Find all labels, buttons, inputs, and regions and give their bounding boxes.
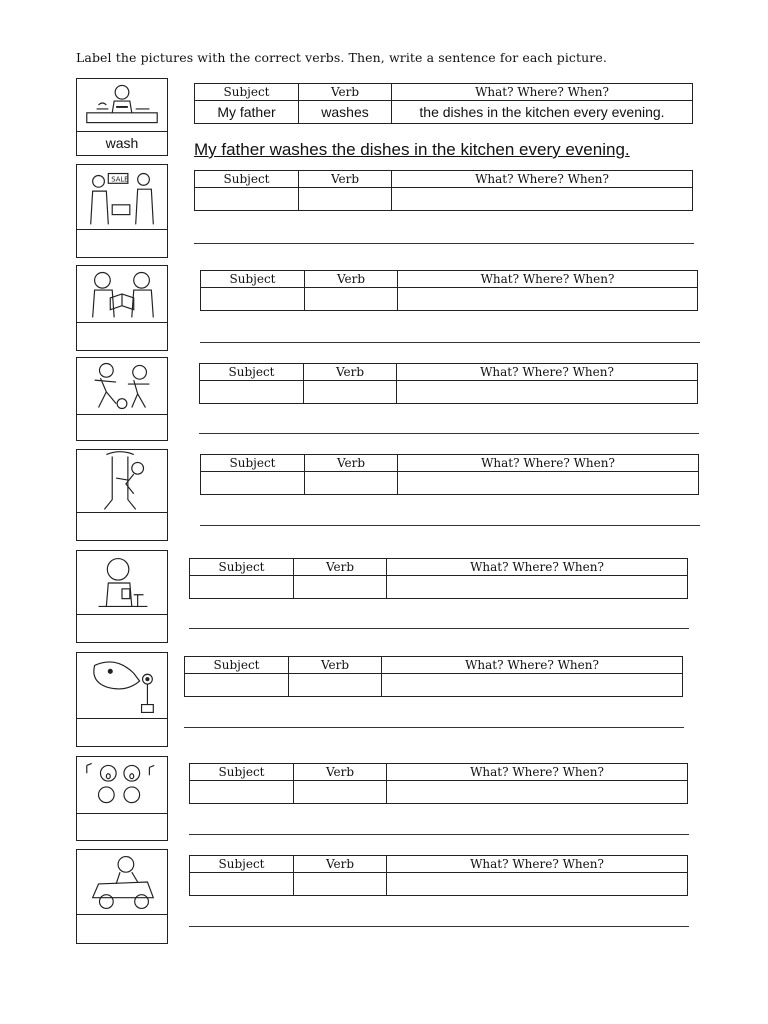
wh-cell[interactable] bbox=[392, 188, 693, 211]
wh-cell[interactable] bbox=[387, 781, 688, 804]
verb-header: Verb bbox=[304, 364, 397, 381]
picture-label-2 bbox=[77, 227, 167, 257]
picture-box-1 bbox=[76, 78, 168, 156]
wh-header: What? Where? When? bbox=[387, 856, 688, 873]
verb-header: Verb bbox=[289, 657, 382, 674]
subject-cell[interactable] bbox=[190, 781, 294, 804]
sentence-line-6[interactable] bbox=[189, 628, 689, 629]
boys-playing-football-icon bbox=[77, 358, 167, 415]
verb-header: Verb bbox=[299, 84, 392, 101]
subject-header: Subject bbox=[200, 364, 304, 381]
verb-cell[interactable] bbox=[305, 472, 398, 495]
subject-cell[interactable] bbox=[185, 674, 289, 697]
picture-label-6 bbox=[77, 612, 167, 642]
example-sentence: My father washes the dishes in the kitchen every evening. bbox=[194, 140, 630, 159]
picture-box-8 bbox=[76, 756, 168, 841]
shop-sale-icon bbox=[77, 165, 167, 230]
man-driving-car-icon bbox=[77, 850, 167, 915]
picture-label-9 bbox=[77, 913, 167, 943]
verb-cell[interactable] bbox=[294, 873, 387, 896]
man-washing-dishes-icon bbox=[77, 79, 167, 132]
person-smelling-flower-icon bbox=[77, 653, 167, 719]
example-subject: My father bbox=[195, 101, 299, 124]
wh-header: What? Where? When? bbox=[398, 455, 699, 472]
children-reading-book-icon bbox=[77, 266, 167, 323]
subject-header: Subject bbox=[195, 171, 299, 188]
boy-climbing-tree-icon bbox=[77, 450, 167, 513]
wh-cell[interactable] bbox=[397, 381, 698, 404]
verb-header: Verb bbox=[294, 856, 387, 873]
sentence-line-3[interactable] bbox=[200, 342, 700, 343]
verb-header: Verb bbox=[294, 559, 387, 576]
example-verb: washes bbox=[299, 101, 392, 124]
subject-header: Subject bbox=[190, 856, 294, 873]
svw-table-7 bbox=[184, 656, 683, 697]
svw-table-1 bbox=[194, 83, 693, 124]
subject-header: Subject bbox=[190, 559, 294, 576]
subject-cell[interactable] bbox=[195, 188, 299, 211]
subject-cell[interactable] bbox=[201, 472, 305, 495]
sentence-line-5[interactable] bbox=[200, 525, 700, 526]
svw-table-8 bbox=[189, 763, 688, 804]
sentence-line-2[interactable] bbox=[194, 243, 694, 244]
subject-header: Subject bbox=[190, 764, 294, 781]
picture-label-8 bbox=[77, 812, 167, 840]
subject-header: Subject bbox=[195, 84, 299, 101]
svw-table-4 bbox=[199, 363, 698, 404]
wh-header: What? Where? When? bbox=[392, 171, 693, 188]
verb-header: Verb bbox=[305, 455, 398, 472]
sentence-line-9[interactable] bbox=[189, 926, 689, 927]
sentence-line-4[interactable] bbox=[199, 433, 699, 434]
sentence-line-8[interactable] bbox=[189, 834, 689, 835]
wh-header: What? Where? When? bbox=[382, 657, 683, 674]
subject-header: Subject bbox=[201, 271, 305, 288]
picture-box-9 bbox=[76, 849, 168, 944]
wh-cell[interactable] bbox=[398, 472, 699, 495]
subject-cell[interactable] bbox=[190, 873, 294, 896]
wh-header: What? Where? When? bbox=[398, 271, 698, 288]
picture-box-6 bbox=[76, 550, 168, 643]
subject-header: Subject bbox=[185, 657, 289, 674]
wh-cell[interactable] bbox=[387, 576, 688, 599]
subject-cell[interactable] bbox=[190, 576, 294, 599]
verb-header: Verb bbox=[305, 271, 398, 288]
verb-header: Verb bbox=[299, 171, 392, 188]
picture-box-5 bbox=[76, 449, 168, 541]
wh-header: What? Where? When? bbox=[392, 84, 693, 101]
wh-header: What? Where? When? bbox=[387, 764, 688, 781]
wh-cell[interactable] bbox=[382, 674, 683, 697]
instructions: Label the pictures with the correct verbs. Then, write a sentence for each picture. bbox=[76, 50, 607, 65]
picture-label-3 bbox=[77, 320, 167, 350]
svw-table-2 bbox=[194, 170, 693, 211]
picture-label-7 bbox=[77, 716, 167, 746]
verb-header: Verb bbox=[294, 764, 387, 781]
svw-table-5 bbox=[200, 454, 699, 495]
picture-box-2 bbox=[76, 164, 168, 258]
wh-cell[interactable] bbox=[387, 873, 688, 896]
subject-header: Subject bbox=[201, 455, 305, 472]
subject-cell[interactable] bbox=[200, 381, 304, 404]
verb-cell[interactable] bbox=[289, 674, 382, 697]
svw-table-6 bbox=[189, 558, 688, 599]
picture-box-4 bbox=[76, 357, 168, 441]
sentence-line-7[interactable] bbox=[184, 727, 684, 728]
man-drinking-icon bbox=[77, 551, 167, 615]
picture-label-4 bbox=[77, 412, 167, 440]
picture-box-7 bbox=[76, 652, 168, 747]
wh-header: What? Where? When? bbox=[397, 364, 698, 381]
picture-label-1: wash bbox=[105, 135, 139, 151]
verb-cell[interactable] bbox=[304, 381, 397, 404]
verb-cell[interactable] bbox=[294, 576, 387, 599]
verb-cell[interactable] bbox=[294, 781, 387, 804]
verb-cell[interactable] bbox=[305, 288, 398, 311]
verb-cell[interactable] bbox=[299, 188, 392, 211]
children-singing-icon bbox=[77, 757, 167, 814]
example-wh: the dishes in the kitchen every evening. bbox=[392, 101, 693, 124]
picture-label-5 bbox=[77, 510, 167, 540]
wh-header: What? Where? When? bbox=[387, 559, 688, 576]
picture-box-3 bbox=[76, 265, 168, 351]
svw-table-9 bbox=[189, 855, 688, 896]
svw-table-3 bbox=[200, 270, 698, 311]
sale-sign-text: SALE bbox=[111, 175, 129, 184]
wh-cell[interactable] bbox=[398, 288, 698, 311]
subject-cell[interactable] bbox=[201, 288, 305, 311]
